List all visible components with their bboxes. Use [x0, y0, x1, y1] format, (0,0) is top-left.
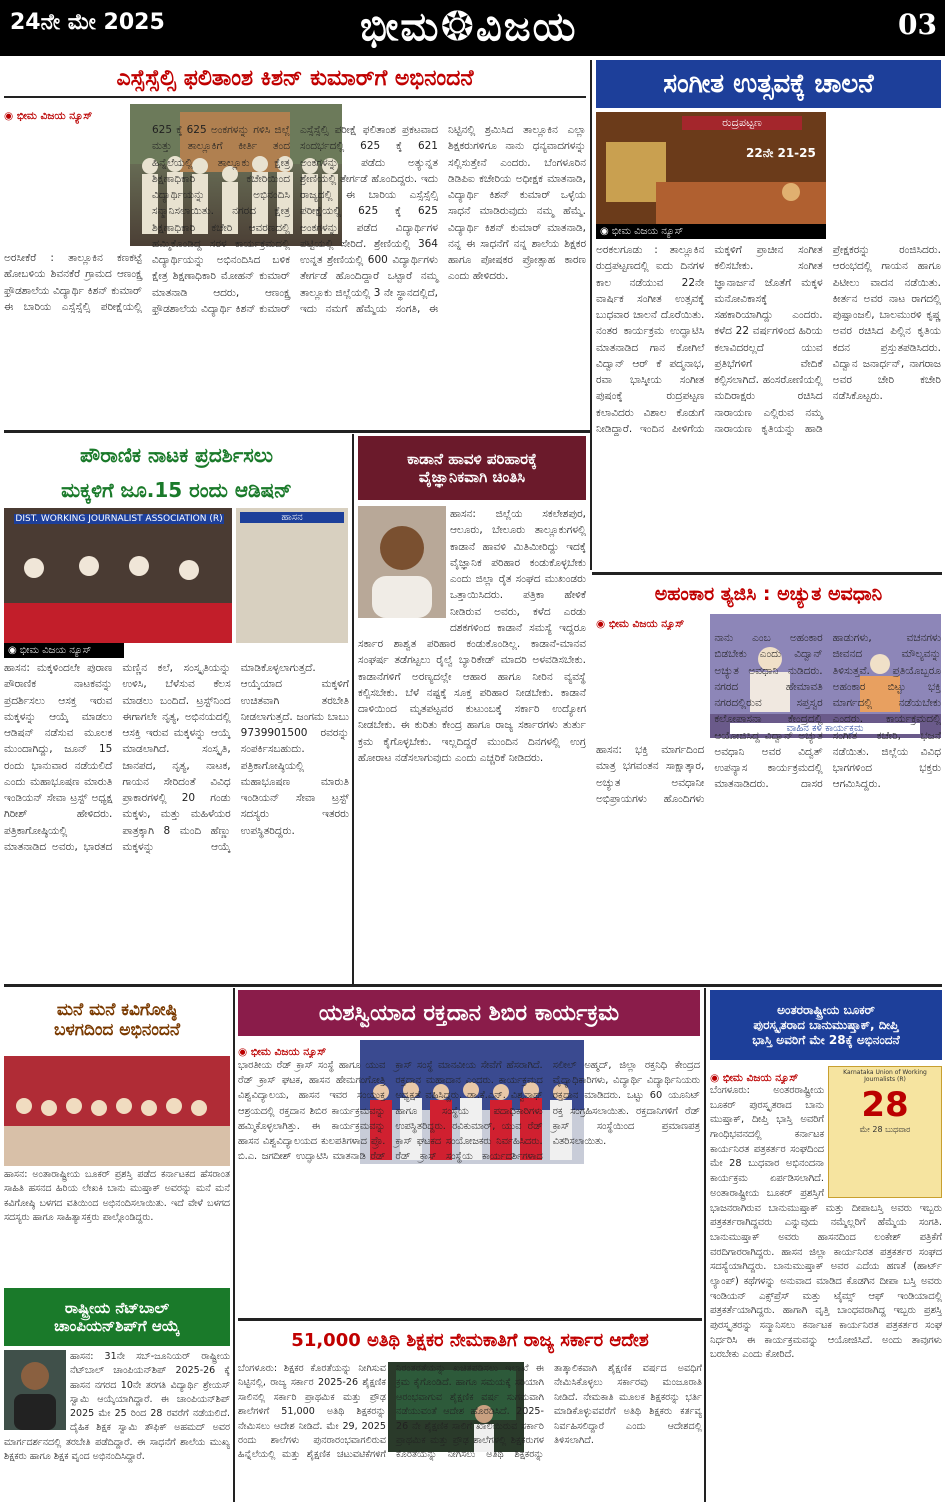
a3-photo [4, 508, 232, 643]
a3-photo-side [236, 508, 348, 643]
a4-headline [358, 436, 586, 500]
a2-dates: 22ನೇ 21-25 [746, 146, 816, 160]
a1-body-text: ಅರಸೀಕೆರೆ : ತಾಲ್ಲೂಕಿನ ಕಣಕಟ್ಟೆ ಹೋಬಳಿಯ ಶಿವನಕೆರೆ ಗ್ರಾಮದ ಆಣಂಕ್ಷ್ರ ಫ್ರೌಡಶಾಲೆಯ ವಿದ್ಯಾರ್ಥಿ ಕಿಶನ್ ಕುಮಾರ್ ಈ ಬಾರಿಯ ಎಸ್ಸೆಸ್ಸೆಲ್ಸಿ ಪರೀಕ್ಷೆಯಲ್ಲಿ 625 ಕ್ಕೆ 625 ಅಂಕಗಳನ್ನು ಗಳಿಸಿ ಜಿಲ್ಲೆ ಮತ್ತು ತಾಲ್ಲೂಕಿಗೆ ಕೀರ್ತಿ ತಂದ ಹಿನ್ನೆಲೆಯಲ್ಲಿ ತಾಲ್ಲೂಕು ಕ್ಷೇತ್ರ ಶಿಕ್ಷಣಾಧಿಕಾರಿ ಕಚೇರಿಯಿಂದ ವಿದ್ಯಾರ್ಥಿಯನ್ನು ಅಭಿನಂದಿಸಿ ಸನ್ಮಾನಿಸಲಾಯಿತು. ನಗರದ ಕ್ಷೇತ್ರ ಶಿಕ್ಷಣಾಧಿಕಾರಿ ಕಚೇರಿ ಆವರಣದಲ್ಲಿ ಹಮ್ಮಿಕೊಂಡಿದ್ದ ಸರಳ ಕಾರ್ಯಕ್ರಮದಲ್ಲಿ ವಿದ್ಯಾರ್ಥಿಯನ್ನು ಅಭಿನಂದಿಸಿದ ಬಳಿಕ ಕ್ಷೇತ್ರ ಶಿಕ್ಷಣಾಧಿಕಾರಿ ಮೋಹನ್ ಕುಮಾರ್ ಮಾತನಾಡಿ ಆದರು, ಆಣಂಕ್ಷ್ರ ಫ್ರೌಡಶಾಲೆಯ ವಿದ್ಯಾರ್ಥಿ ಕಿಶನ್ ಕುಮಾರ್ ಎಸ್ಸೆಸ್ಸೆಲ್ಸಿ ಪರೀಕ್ಷೆ ಫಲಿತಾಂಶ ಪ್ರಕಟವಾದ ಸಂದರ್ಭದಲ್ಲಿ 625 ಕ್ಕೆ 621 ಅಂಕಗಳನ್ನು ಪಡೆದು ಅತ್ಯುನ್ನತ ಶ್ರೇಣಿಯಲ್ಲಿ ತೇರ್ಗಡೆ ಹೊಂದಿದ್ದರು. ಇದು ರಾಜ್ಯದಲ್ಲಿ ಈ ಬಾರಿಯ ಎಸ್ಸೆಸ್ಸೆಲ್ಸಿ ಪರೀಕ್ಷೆಯಲ್ಲಿ 625 ಕ್ಕೆ 625 ಅಂಕಗಳನ್ನು ಪಡೆದ ವಿದ್ಯಾರ್ಥಿಗಳ ಪಟ್ಟಿಯಲ್ಲಿ ಸೇರಿದೆ. ಶ್ರೇಣಿಯಲ್ಲಿ 364 ಉನ್ನತ ಶ್ರೇಣಿಯಲ್ಲಿ 600 ವಿದ್ಯಾರ್ಥಿಗಳು ತೇರ್ಗಡೆ ಹೊಂದಿದ್ದಾರೆ ಒಟ್ಟಾರೆ ನಮ್ಮ ತಾಲ್ಲೂಕು ಜಿಲ್ಲೆಯಲ್ಲಿ 3 ನೇ ಸ್ಥಾನದಲ್ಲಿದೆ, ಇದು ನಮಗೆ ಹೆಮ್ಮೆಯ ಸಂಗತಿ, ಈ ನಿಟ್ಟಿನಲ್ಲಿ ಶ್ರಮಿಸಿದ ತಾಲ್ಲೂಕಿನ ಎಲ್ಲಾ ಶಿಕ್ಷಕರುಗಳಿಗೂ ನಾನು ಧನ್ಯವಾದಗಳನ್ನು ಸಲ್ಲಿಸುತ್ತೇನೆ ಎಂದರು. ಬೆಂಗಳೂರಿನ ಡಿಡಿಪಿಐ ಕಚೇರಿಯ ಅಧೀಕ್ಷಕ ಮಾತನಾಡಿ, ವಿದ್ಯಾರ್ಥಿ ಕಿಶನ್ ಕುಮಾರ್ ಒಳ್ಳೆಯ ಸಾಧನೆ ಮಾಡಿರುವುದು ನಮ್ಮ ಹೆಮ್ಮೆ. ವಿದ್ಯಾರ್ಥಿ ಕಿಶನ್ ಕುಮಾರ್ ಮಾತನಾಡಿ, ನನ್ನ ಈ ಸಾಧನೆಗೆ ನನ್ನ ಶಾಲೆಯ ಶಿಕ್ಷಕರ ಹಾಗೂ ಪೋಷಕರ ಪ್ರೋತ್ಸಾಹ ಕಾರಣ ಎಂದು ಹೇಳಿದರು. [4, 124, 586, 315]
page-number: 03 [898, 8, 937, 41]
a6-body [4, 1168, 230, 1284]
a3-headline-line2: ಮಕ್ಕಳಿಗೆ ಜೂ.15 ರಂದು ಆಡಿಷನ್ [61, 478, 292, 502]
a1-byline [4, 104, 126, 124]
a9-byline-wrap [710, 1066, 822, 1084]
a7-body-text: ಹಾಸನ: 31ನೇ ಸಬ್-ಜೂನಿಯರ್ ರಾಷ್ಟ್ರೀಯ ನೆಟ್‌ಬಾಲ್ ಚಾಂಪಿಯನ್‌ಶಿಪ್ 2025-26 ಕ್ಕೆ ಹಾಸನ ನಗರದ 10ನೇ ತರಗತಿ ವಿದ್ಯಾರ್ಥಿ ಶ್ರೇಯಸ್ ಸ್ವಾಮಿ ಆಯ್ಕೆಯಾಗಿದ್ದಾರೆ. ಈ ಚಾಂಪಿಯನ್‌ಶಿಪ್ 2025 ಮೇ 25 ರಿಂದ 28 ರವರೆಗೆ ನಡೆಯಲಿದೆ. ದೈಹಿಕ ಶಿಕ್ಷಕ ಸ್ವಾಮಿ ತೌಫಿಕ್ ಅಹಮದ್ ಅವರ ಮಾರ್ಗದರ್ಶನದಲ್ಲಿ ತರಬೇತಿ ಪಡೆದಿದ್ದಾರೆ. ಈ ಸಾಧನೆಗೆ ಶಾಲೆಯ ಮುಖ್ಯ ಶಿಕ್ಷಕರು ಹಾಗೂ ಶಿಕ್ಷಕ ವೃಂದ ಅಭಿನಂದಿಸಿದ್ದಾರೆ. [4, 1351, 230, 1462]
a9-byline: ◉ ಭೀಮ ವಿಜಯ ನ್ಯೂಸ್ [710, 1072, 799, 1084]
a8-headline: ಯಶಸ್ವಿಯಾದ ರಕ್ತದಾನ ಶಿಬಿರ ಕಾರ್ಯಕ್ರಮ [238, 990, 700, 1036]
a9-body [710, 1084, 942, 1502]
a7-headline-line1: ರಾಷ್ಟ್ರೀಯ ನೆಟ್‌ಬಾಲ್ [64, 1299, 170, 1317]
column-divider-3 [233, 988, 235, 1502]
column-divider-4 [704, 988, 706, 1502]
a9-poster-number: 28 [861, 1085, 909, 1125]
a8-body [238, 1058, 700, 1318]
a2-body-text: ಅರಕಲಗೂಡು : ತಾಲ್ಲೂಕಿನ ರುದ್ರಪಟ್ಟಣದಲ್ಲಿ ಐದು ದಿನಗಳ ಕಾಲ ನಡೆಯುವ 22ನೇ ವಾರ್ಷಿಕ ಸಂಗೀತ ಉತ್ಸವಕ್ಕೆ ಬುಧವಾರ ಚಾಲನೆ ದೊರೆಯಿತು. ನಂತರ ಕಾರ್ಯಕ್ರಮ ಉದ್ಘಾಟಿಸಿ ಮಾತನಾಡಿದ ಗಾನ ಕೋಗಿಲೆ ವಿದ್ವಾನ್ ಆರ್ ಕೆ ಪದ್ಮನಾಭ, ರವಾ ಭಾಸ್ಕೀಯ ಸಂಗೀತ ಪುಷಂಕ್ಕೆ ರುದ್ರಪಟ್ಟಣ ಕಲಾವಿದರು ವಿಶಾಲ ಕೊಡುಗೆ ನೀಡಿದ್ದಾರೆ. ಇಂದಿನ ಪೀಳಿಗೆಯ ಮಕ್ಕಳಿಗೆ ಪ್ರಾಚೀನ ಸಂಗೀತ ಕಲಿಸಬೇಕು. ಸಂಗೀತ ಜ್ಞಾನಾರ್ಜನೆ ಜೊತೆಗೆ ಮಕ್ಕಳ ಮನೋವಿಕಾಸಕ್ಕೆ ಸಹಕಾರಿಯಾಗಿದ್ದು ಎಂದರು. ಕಳೆದ 22 ವರ್ಷಗಳಿಂದ ಹಿರಿಯ ಕಲಾವಿದರಲ್ಲದೆ ಯುವ ಪ್ರತಿಭೆಗಳಿಗೆ ವೇದಿಕೆ ಕಲ್ಪಿಸಲಾಗಿದೆ. ಹಂಸರೋಣಿಯಲ್ಲಿ ಮದಿರಾಕ್ಷರು ರಚಿಸಿದ ನಾರಾಯಣ ಎಲ್ಲಿರುವ ನಮ್ಮ ನಾರಾಯಣ ಕೃತಿಯನ್ನು ಹಾಡಿ ಪ್ರೇಕ್ಷಕರನ್ನು ರಂಜಿಸಿದರು. ಆರಂಭದಲ್ಲಿ ಗಾಯನ ಹಾಗೂ ಪಿಟೀಲು ವಾದನ ನಡೆಯಿತು. ಕೀರ್ತನ ಅವರ ನಾಟ ರಾಗದಲ್ಲಿ ಪುಷ್ಪಾಂಜಲಿ, ಬಾಲಮುರಳಿ ಕೃಷ್ಣ ಅವರ ರಚಿಸಿದ ಪಿಲ್ಲಿನ ಕೃತಿಯ ಕದನ ಪ್ರಸ್ತುತಪಡಿಸಿದರು. ವಿದ್ವಾನ ಜನಾರ್ಧನ್, ನಾಗರಾಜ ಅವರ ಚೇರಿ ಕಚೇರಿ ನಡೆಸಿಕೊಟ್ಟರು. [596, 244, 941, 435]
a6-headline-line2: ಬಳಗದಿಂದ ಅಭಿನಂದನೆ [53, 1020, 181, 1040]
a3-body [4, 660, 349, 980]
a6-headline [4, 990, 230, 1050]
a5-byline: ◉ ಭೀಮ ವಿಜಯ ನ್ಯೂಸ್ [596, 618, 685, 630]
section-rule-2 [592, 572, 942, 575]
a2-photo [596, 112, 826, 224]
a8-byline: ◉ ಭೀಮ ವಿಜಯ ನ್ಯೂಸ್ [238, 1046, 327, 1058]
a6-body-text: ಹಾಸನ: ಅಂತಾರಾಷ್ಟ್ರೀಯ ಬೂಕರ್ ಪ್ರಶಸ್ತಿ ಪಡೆದ ಕರ್ನಾಟಕದ ಹೆಸರಾಂತ ಸಾಹಿತಿ ಹಸನದ ಹಿರಿಯ ಲೇಖಕಿ ಬಾನು ಮುಷ್ತಾಕ್ ಅವರನ್ನು ಮನೆ ಮನೆ ಕವಿಗೋಷ್ಠಿ ಬಳಗದ ವತಿಯಿಂದ ಅಭಿನಂದಿಸಲಾಯಿತು. ಇದೆ ವೇಳೆ ಬಳಗದ ಸದಸ್ಯರು ಹಾಗೂ ಸಾಹಿತ್ಯಾಸಕ್ತರು ಪಾಲ್ಗೊಂಡಿದ್ದರು. [4, 1169, 230, 1223]
a3-photo-label: ಹಾಸನ [240, 512, 344, 523]
a9-headline-line3: ಭಾಸ್ತಿ ಅವರಿಗೆ ಮೇ 28ಕ್ಕೆ ಅಭಿನಂದನೆ [752, 1032, 900, 1047]
a4-float [358, 506, 450, 622]
a3-headline-line1: ಪೌರಾಣಿಕ ನಾಟಕ ಪ್ರದರ್ಶಿಸಲು [79, 443, 274, 467]
a3-body-text: ಹಾಸನ: ಮಕ್ಕಳಿಂದಲೇ ಪುರಾಣ ಪೌರಾಣಿಕ ನಾಟಕವನ್ನು ಪ್ರದರ್ಶಿಸಲು ಆಸಕ್ತ ಇರುವ ಮಕ್ಕಳನ್ನು ಆಯ್ಕೆ ಮಾಡಲು ಆಡಿಷನ್ ನಡೆಸುವ ಮೂಲಕ ಮುಂದಾಗಿದ್ದು, ಜೂನ್ 15 ರಂದು ಭಾನುವಾರ ನಡೆಯಲಿದೆ ಎಂದು ಮಹಾಭೂಷಣ ಮಾರುತಿ ಇಂಡಿಯನ್ ಸೇವಾ ಟ್ರಸ್ಟ್ ಅಧ್ಯಕ್ಷ ಗಿರೀಶ್ ಹೇಳಿದರು. ಪತ್ರಿಕಾಗೋಷ್ಠಿಯಲ್ಲಿ ಮಾತನಾಡಿದ ಅವರು, ಭಾರತದ ಮಣ್ಣಿನ ಕಲೆ, ಸಂಸ್ಕೃತಿಯನ್ನು ಉಳಿಸಿ, ಬೆಳೆಸುವ ಕೆಲಸ ಮಾಡಲು ಬಂದಿದೆ. ಟ್ರಸ್ಟ್‌ನಿಂದ ಈಗಾಗಲೇ ನೃತ್ಯ, ಅಭಿನಯದಲ್ಲಿ ಆಸಕ್ತಿ ಇರುವ ಮಕ್ಕಳನ್ನು ಆಯ್ಕೆ ಮಾಡಲಾಗಿದೆ. ಸಂಸ್ಕೃತಿ, ಜಾನಪದ, ನೃತ್ಯ, ನಾಟಕ, ಗಾಯನ ಸೇರಿದಂತೆ ವಿವಿಧ ಪ್ರಾಕಾರಗಳಲ್ಲಿ 20 ಗಂಡು ಮಕ್ಕಳು, ಮತ್ತು ಮಹಿಳೆಯರ ಪಾತ್ರಕ್ಕಾಗಿ 8 ಮಂದಿ ಹೆಣ್ಣು ಮಕ್ಕಳನ್ನು ಆಯ್ಕೆ ಮಾಡಿಕೊಳ್ಳಲಾಗುತ್ತದೆ. ಆಯ್ಕೆಯಾದ ಮಕ್ಕಳಿಗೆ ಉಚಿತವಾಗಿ ತರಬೇತಿ ನೀಡಲಾಗುತ್ತದೆ. ಜಂಗಮ ಬಾಬು 9739901500 ರವರನ್ನು ಸಂಪರ್ಕಿಸಬಹುದು. ಪತ್ರಿಕಾಗೋಷ್ಠಿಯಲ್ಲಿ ಮಹಾಭೂಷಣ ಮಾರುತಿ ಇಂಡಿಯನ್ ಸೇವಾ ಟ್ರಸ್ಟ್ ಸದಸ್ಯರು ಇತರರು ಉಪಸ್ಥಿತರಿದ್ದರು. [4, 662, 349, 853]
a9-float [824, 1084, 942, 1200]
a2-body [596, 242, 941, 568]
a5-byline-wrap [596, 612, 706, 630]
press-meet-icon [4, 508, 232, 643]
a2-byline: ◉ ಭೀಮ ವಿಜಯ ನ್ಯೂಸ್ [596, 224, 826, 239]
a7-headline-line2: ಚಾಂಪಿಯನ್‌ಶಿಪ್‌ಗೆ ಆಯ್ಕೆ [54, 1317, 180, 1335]
a4-headline-line1: ಕಾಡಾನೆ ಹಾವಳಿ ಪರಿಹಾರಕ್ಕೆ [407, 450, 537, 468]
masthead [0, 0, 945, 56]
a9-body-text: ಬೆಂಗಳೂರು: ಅಂತರರಾಷ್ಟ್ರೀಯ ಬೂಕರ್ ಪುರಸ್ಕೃತರಾದ ಬಾನು ಮುಷ್ತಾಕ್, ದೀಪ್ತಿ ಭಾಸ್ತಿ ಅವರಿಗೆ ಗಾಂಧಿಭವನದಲ್ಲಿ ಕರ್ನಾಟಕ ಕಾರ್ಯನಿರತ ಪತ್ರಕರ್ತರ ಸಂಘದಿಂದ ಮೇ 28 ಬುಧವಾರ ಅಭಿನಂದನಾ ಕಾರ್ಯಕ್ರಮ ಏರ್ಪಡಿಸಲಾಗಿದೆ. ಅಂತಾರಾಷ್ಟ್ರೀಯ ಬೂಕರ್ ಪ್ರಶಸ್ತಿಗೆ ಭಾಜನರಾಗಿರುವ ಬಾನುಮುಷ್ತಾಕ್ ಮತ್ತು ದೀಪಾಬಸ್ತಿ ಅವರು ಇಬ್ಬರು ಪತ್ರಕರ್ತರಾಗಿದ್ದವರು ಎನ್ನುವುದು ನಮ್ಮೆಲ್ಲರಿಗೆ ಹೆಮ್ಮೆಯ ಸಂಗತಿ. ಬಾನುಮುಷ್ತಾಕ್ ಅವರು ಹಾಸನದಿಂದ ಲಂಕೇಶ್ ಪತ್ರಿಕೆಗೆ ವರದಿಗಾರರಾಗಿದ್ದರು. ಹಾಸನ ಜಿಲ್ಲಾ ಕಾರ್ಯನಿರತ ಪತ್ರಕರ್ತರ ಸಂಘದ ಸದಸ್ಯೆಯಾಗಿದ್ದರು. ಬಾನುಮುಷ್ತಾಕ್ ಅವರ ಎದೆಯ ಹಣತೆ (ಹಾರ್ಟ್ ಲ್ಯಾಂಪ್) ಕಥೆಗಳನ್ನು ಅನುವಾದ ಮಾಡಿದ ಕೊಡಗಿನ ದೀಪಾ ಬಸ್ತಿ ಅವರು ಇಂಡಿಯನ್ ಎಕ್ಸ್‌ಪ್ರೆಸ್ ಮತ್ತು ಟೈಮ್ಸ್ ಆಫ್ ಇಂಡಿಯಾದಲ್ಲಿ ಪತ್ರಕರ್ತೆಯಾಗಿದ್ದರು. ಹಾಗಾಗಿ ವೃತ್ತಿ ಬಾಂಧವರಾಗಿದ್ದ ಇಬ್ಬರು ಪ್ರಶಸ್ತಿ ಪುರಸ್ಕೃತರನ್ನು ಸನ್ಮಾನಿಸಲು ಕರ್ನಾಟಕ ಕಾರ್ಯನಿರತ ಪತ್ರಕರ್ತರ ಸಂಘ ನಿರ್ಧರಿಸಿ ಈ ಕಾರ್ಯಕ್ರಮವನ್ನು ಆಯೋಜಿಸಿದೆ. ಅಂದು ತಾವುಗಳು ಬರಬೇಕು ಎಂದು ಕೋರಿದೆ. [710, 1085, 942, 1361]
a3-photo-banner: DIST. WORKING JOURNALIST ASSOCIATION (R) [15, 514, 223, 524]
a1-byline-text: ◉ ಭೀಮ ವಿಜಯ ನ್ಯೂಸ್ [4, 110, 93, 122]
a3-byline: ◉ ಭೀಮ ವಿಜಯ ನ್ಯೂಸ್ [4, 643, 124, 658]
a4-body-text: ಹಾಸನ: ಜಿಲ್ಲೆಯ ಸಕಲೇಶಪುರ, ಆಲೂರು, ಬೇಲೂರು ತಾಲ್ಲೂಕುಗಳಲ್ಲಿ ಕಾಡಾನೆ ಹಾವಳಿ ಮಿತಿಮೀರಿದ್ದು ಇದಕ್ಕೆ ವೈಜ್ಞಾನಿಕ ಪರಿಹಾರ ಕಂಡುಕೊಳ್ಳಬೇಕು ಎಂದು ಜಿಲ್ಲಾ ರೈತ ಸಂಘದ ಮುಖಂಡರು ಒತ್ತಾಯಿಸಿದರು. ಪತ್ರಿಕಾ ಹೇಳಿಕೆ ನೀಡಿರುವ ಅವರು, ಕಳೆದ ಎರಡು ದಶಕಗಳಿಂದ ಕಾಡಾನೆ ಸಮಸ್ಯೆ ಇದ್ದರೂ ಸರ್ಕಾರ ಶಾಶ್ವತ ಪರಿಹಾರ ಕಂಡುಕೊಂಡಿಲ್ಲ. ಕಾಡಾನೆ-ಮಾನವ ಸಂಘರ್ಷ ತಡೆಗಟ್ಟಲು ರೈಲ್ವೆ ಬ್ಯಾರಿಕೇಡ್ ಮಾದರಿ ಅಳವಡಿಸಬೇಕು. ಕಾಡಾನೆಗಳಿಗೆ ಅರಣ್ಯದಲ್ಲೇ ಆಹಾರ ಹಾಗೂ ನೀರಿನ ವ್ಯವಸ್ಥೆ ಕಲ್ಪಿಸಬೇಕು. ಬೆಳೆ ನಷ್ಟಕ್ಕೆ ಸೂಕ್ತ ಪರಿಹಾರ ನೀಡಬೇಕು. ಕಾಡಾನೆ ದಾಳಿಯಿಂದ ಮೃತಪಟ್ಟವರ ಕುಟುಂಬಕ್ಕೆ ಸರ್ಕಾರಿ ಉದ್ಯೋಗ ನೀಡಬೇಕು. ಈ ಕುರಿತು ಕೇಂದ್ರ ಹಾಗೂ ರಾಜ್ಯ ಸರ್ಕಾರಗಳು ತುರ್ತು ಕ್ರಮ ಕೈಗೊಳ್ಳಬೇಕು. ಇಲ್ಲದಿದ್ದರೆ ಮುಂದಿನ ದಿನಗಳಲ್ಲಿ ಉಗ್ರ ಹೋರಾಟ ನಡೆಸಲಾಗುವುದು ಎಂದು ಎಚ್ಚರಿಕೆ ನೀಡಿದರು. [358, 508, 586, 764]
a7-headline [4, 1288, 230, 1346]
a10-body [238, 1362, 702, 1502]
group-photo-icon [4, 1056, 230, 1166]
a9-poster-title: Karnataka Union of Working Journalists (R) [843, 1069, 927, 1083]
a6-photo [4, 1056, 230, 1166]
section-rule-4 [238, 1318, 702, 1321]
section-rule-3 [4, 984, 942, 987]
a5-photo-banner: ವಾಹಿನ ಕಳಿ ಕಾರ್ಯಕ್ರಮ [730, 723, 920, 734]
a7-float [4, 1350, 70, 1432]
a4-headline-line2: ವೈಜ್ಞಾನಿಕವಾಗಿ ಚಿಂತಿಸಿ [418, 468, 526, 486]
a10-headline: 51,000 ಅತಿಥಿ ಶಿಕ್ಷಕರ ನೇಮಕಾತಿಗೆ ರಾಜ್ಯ ಸರ್ಕಾರ ಆದೇಶ [291, 1329, 649, 1351]
a8-body-text: ಭಾರತೀಯ ರೆಡ್ ಕ್ರಾಸ್ ಸಂಸ್ಥೆ ಹಾಗೂ ಯುವ ರೆಡ್ ಕ್ರಾಸ್ ಘಟಕ, ಹಾಸನ ಹೇಮಗಂಗೋತ್ರಿ ವಿಶ್ವವಿದ್ಯಾಲಯ, ಹಾಸನ ಇವರ ಸಂಯುಕ್ತ ಆಶ್ರಯದಲ್ಲಿ ರಕ್ತದಾನ ಶಿಬಿರ ಕಾರ್ಯಕ್ರಮವನ್ನು ಹಮ್ಮಿಕೊಳ್ಳಲಾಗಿತ್ತು. ಈ ಕಾರ್ಯಕ್ರಮವನ್ನು ಹಾಸನ ವಿಶ್ವವಿದ್ಯಾಲಯದ ಕುಲಪತಿಗಳಾದ ಪ್ರೊ. ಬಿ.ಎ. ಜಗದೀಶ್ ಉದ್ಘಾಟಿಸಿ ಮಾತನಾಡಿ ರೆಡ್ ಕ್ರಾಸ್ ಸಂಸ್ಥೆ ಮಾನವೀಯ ಸೇವೆಗೆ ಹೆಸರಾಗಿದೆ. ರಕ್ತದಾನ ಮಹಾದಾನ ಎಂದರು. ಕಾರ್ಯಕ್ರಮದ ಅಧ್ಯಕ್ಷತೆ ವಹಿಸಿದ್ದರು. ಡಾ.ಕೆ.ಎನ್. ವಿಶ್ವನಾಥ್ ಹಾಗೂ ಸಂಸ್ಥೆಯ ಪದಾಧಿಕಾರಿಗಳು ಉಪಸ್ಥಿತರಿದ್ದರು. ರವಿಕುಮಾರ್, ಯುವ ರೆಡ್ ಕ್ರಾಸ್ ಘಟಕದ ಸಂಯೋಜಕರು ನಿರ್ವಹಿಸಿದರು. ರೆಡ್ ಕ್ರಾಸ್ ಸಂಸ್ಥೆಯ ಕಾರ್ಯದರ್ಶಿಗಳಾದ ಸಲೀಲ್ ಅಹ್ಮದ್, ಜಿಲ್ಲಾ ರಕ್ತನಿಧಿ ಕೇಂದ್ರದ ವೈದ್ಯಾಧಿಕಾರಿಗಳು, ವಿದ್ಯಾರ್ಥಿ ವಿದ್ಯಾರ್ಥಿನಿಯರು ರಕ್ತದಾನ ಮಾಡಿದರು. ಒಟ್ಟು 60 ಯೂನಿಟ್ ರಕ್ತ ಸಂಗ್ರಹಿಸಲಾಯಿತು. ರಕ್ತದಾನಿಗಳಿಗೆ ರೆಡ್ ಕ್ರಾಸ್ ಸಂಸ್ಥೆಯಿಂದ ಪ್ರಮಾಣಪತ್ರ ವಿತರಿಸಲಾಯಿತು. [238, 1060, 700, 1163]
a9-poster-subtitle: ಮೇ 28 ಬುಧವಾರ [859, 1125, 911, 1134]
a9-headline-line2: ಪುರಸ್ಕೃತರಾದ ಬಾನುಮುಷ್ತಾಕ್, ದೀಪ್ತಿ [753, 1017, 899, 1032]
a8-byline-wrap [238, 1040, 358, 1058]
a5-spacer [596, 630, 704, 742]
section-rule [4, 430, 590, 433]
issue-date: 24ನೇ ಮೇ 2025 [10, 10, 165, 35]
column-divider-2 [352, 434, 354, 984]
a9-headline [710, 990, 942, 1060]
a9-headline-line1: ಅಂತರರಾಷ್ಟ್ರೀಯ ಬೂಕರ್ [777, 1002, 875, 1017]
a4-body [358, 506, 586, 984]
a5-headline: ಅಹಂಕಾರ ತ್ಯಜಿಸಿ : ಅಚ್ಯುತ ಅವಧಾನಿ [654, 583, 883, 605]
column-divider [590, 60, 592, 570]
a1-headline: ಎಸ್ಸೆಸ್ಸೆಲ್ಸಿ ಫಲಿತಾಂಶ ಕಿಶನ್ ಕುಮಾರ್‌ಗೆ ಅಭಿನಂದನೆ [4, 60, 586, 98]
a5-body-text: ಹಾಸನ: ಭಕ್ತಿ ಮಾರ್ಗದಿಂದ ಮಾತ್ರ ಭಗವಂತನ ಸಾಕ್ಷಾತ್ಕಾರ, ಅಚ್ಯುತ ಅವಧಾನೀ ಅಭಿಪ್ರಾಯಗಳು ಹೊಂದಿಗಳು ನಾನು ಎಂಬ ಅಹಂಕಾರ ಬಿಡಬೇಕು ಎಂದು ವಿದ್ವಾನ್ ಅಚ್ಯುತ ಅವಧಾನಿ ನುಡಿದರು. ನಗರದ ಹೇಮಾವತಿ ನಗರದಲ್ಲಿರುವ ಸಪ್ತಸ್ವರ ಕಲೋಪಾಸನಾ ಕೇಂದ್ರದಲ್ಲಿ ಆಯೋಜಿಸಿದ್ದ ವಿದ್ವಾನ್ ಅಚ್ಯುತ ಅವಧಾನಿ ಅವರ ವಿದ್ವತ್ ಉಪನ್ಯಾಸ ಕಾರ್ಯಕ್ರಮದಲ್ಲಿ ಮಾತನಾಡಿದರು. ದಾಸರ ಹಾಡುಗಳು, ವಚನಗಳು ಜೀವನದ ಮೌಲ್ಯವನ್ನು ತಿಳಿಸುತ್ತವೆ. ಪ್ರತಿಯೊಬ್ಬರೂ ಅಹಂಕಾರ ಬಿಟ್ಟು ಭಕ್ತಿ ಮಾರ್ಗದಲ್ಲಿ ನಡೆಯಬೇಕು ಎಂದರು. ಕಾರ್ಯಕ್ರಮದಲ್ಲಿ ಸಂಗೀತ ಕಚೇರಿ, ಭಜನೆ ನಡೆಯಿತು. ಜಿಲ್ಲೆಯ ವಿವಿಧ ಭಾಗಗಳಿಂದ ಭಕ್ತರು ಆಗಮಿಸಿದ್ದರು. [596, 632, 941, 805]
newspaper-title: ಭೀಮ❂ವಿಜಯ [360, 4, 578, 50]
a7-body [4, 1350, 230, 1500]
a6-headline-line1: ಮನೆ ಮನೆ ಕವಿಗೋಷ್ಠಿ [56, 1000, 178, 1020]
a2-banner: ರುದ್ರಪಟ್ಟಣ [682, 116, 802, 130]
a1-spacer [4, 122, 142, 250]
a5-body [596, 630, 941, 982]
a1-body [4, 122, 586, 422]
a10-body-text: ಬೆಂಗಳೂರು: ಶಿಕ್ಷಕರ ಕೊರತೆಯನ್ನು ನೀಗಿಸುವ ನಿಟ್ಟಿನಲ್ಲಿ, ರಾಜ್ಯ ಸರ್ಕಾರ 2025-26 ಶೈಕ್ಷಣಿಕ ಸಾಲಿನಲ್ಲಿ ಸರ್ಕಾರಿ ಪ್ರಾಥಮಿಕ ಮತ್ತು ಪ್ರೌಢ ಶಾಲೆಗಳಿಗೆ 51,000 ಅತಿಥಿ ಶಿಕ್ಷಕರನ್ನು ನೇಮಿಸಲು ಆದೇಶ ನೀಡಿದೆ. ಮೇ 29, 2025 ರಂದು ಶಾಲೆಗಳು ಪುನರಾರಂಭವಾಗಲಿರುವ ಹಿನ್ನೆಲೆಯಲ್ಲಿ ಮತ್ತು ಶೈಕ್ಷಣಿಕ ಚಟುವಟಿಕೆಗಳಿಗೆ ನಿರಂತರತೆಯನ್ನು ಖಚಿತಪಡಿಸಲು ಇಲಾಖೆ ಈ ಕ್ರಮ ಕೈಗೊಂಡಿದೆ. ಹಾಗೂ ಸಮಯಕ್ಕೆ ಸರಿಯಾಗಿ ಆರಂಭವಾಗುವ ಶೈಕ್ಷಣಿಕ ವರ್ಷ ಸುಗಮವಾಗಿ ನಡೆಯುವಂತೆ ಆದೇಶ ಹೊರಡಿಸಿದೆ. 2025-26 ನೇ ಶೈಕ್ಷಣಿಕ ಸಾಲಿಗೆ ಖಾಲಿಯಿರುವ ಸರ್ಕಾರಿ ಪ್ರಾಥಮಿಕ ಮತ್ತು ಪ್ರೌಢ ಶಾಲೆಗಳಲ್ಲಿ ಶಿಕ್ಷಕರುಗಳ ಕೊರತೆಯನ್ನು ನೀಗಿಸಲು ಅತಿಥಿ ಶಿಕ್ಷಕರನ್ನು ತಾತ್ಕಾಲಿಕವಾಗಿ ಶೈಕ್ಷಣಿಕ ವರ್ಷದ ಅವಧಿಗೆ ನೇಮಿಸಿಕೊಳ್ಳಲು ಸರ್ಕಾರವು ಮಂಜೂರಾತಿ ನೀಡಿದೆ. ನೇಮಕಾತಿ ಮೂಲಕ ಶಿಕ್ಷಕರನ್ನು ಭರ್ತಿ ಮಾಡಿಕೊಳ್ಳುವವರೆಗೆ ಅತಿಥಿ ಶಿಕ್ಷಕರು ಕರ್ತವ್ಯ ನಿರ್ವಹಿಸಲಿದ್ದಾರೆ ಎಂದು ಆದೇಶದಲ್ಲಿ ತಿಳಿಸಲಾಗಿದೆ. [238, 1363, 702, 1461]
a2-headline: ಸಂಗೀತ ಉತ್ಸವಕ್ಕೆ ಚಾಲನೆ [596, 60, 941, 108]
